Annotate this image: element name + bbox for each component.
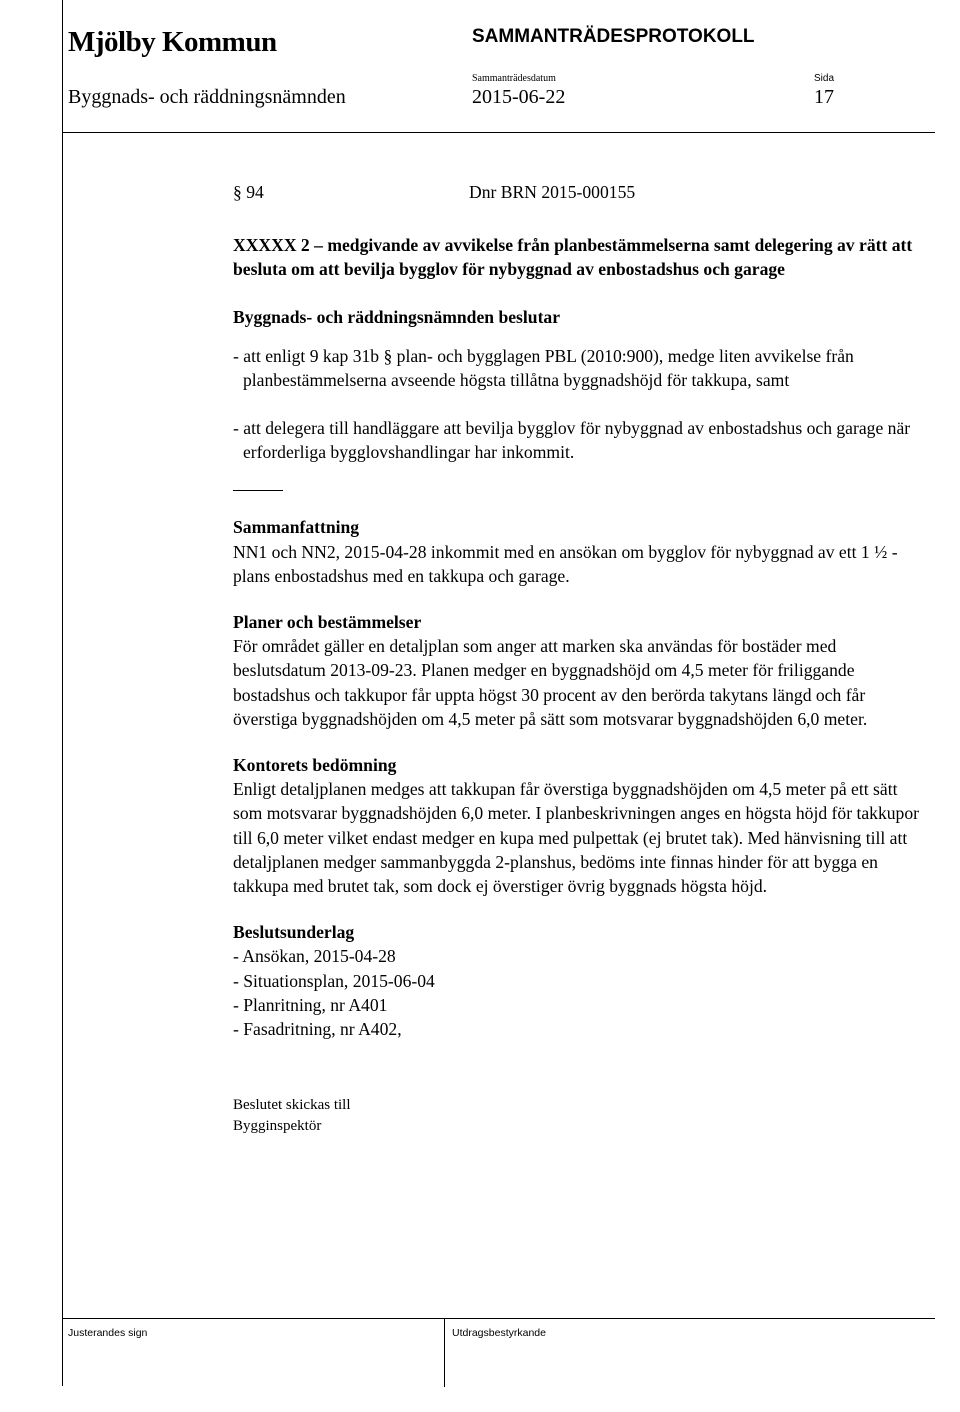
signature-field-label: Justerandes sign [68, 1327, 148, 1339]
basis-heading: Beslutsunderlag [233, 922, 355, 943]
footer-divider [62, 1318, 935, 1319]
section-divider [233, 490, 283, 491]
left-margin-rule [62, 0, 63, 1386]
board-name: Byggnads- och räddningsnämnden [68, 86, 346, 108]
document-title: SAMMANTRÄDESPROTOKOLL [472, 26, 755, 47]
decision-heading: Byggnads- och räddningsnämnden beslutar [233, 307, 561, 328]
item-title: XXXXX 2 – medgivande av avvikelse från planbestämmelserna samt delegering av rätt att besluta om att bevilja bygglov för nybyggnad av enbostadshus och garage [233, 235, 913, 280]
assessment-heading: Kontorets bedömning [233, 755, 397, 776]
plans-heading: Planer och bestämmelser [233, 612, 422, 633]
decision-list [233, 344, 923, 465]
distribution-block [233, 1095, 923, 1137]
summary-text: NN1 och NN2, 2015-04-28 inkommit med en ansökan om bygglov för nybyggnad av ett 1 ½ -plans enbostadshus med en takkupa och garage. [233, 541, 898, 586]
basis-list [233, 944, 923, 1041]
protocol-body [233, 180, 923, 1137]
distribution-label: Beslutet skickas till [233, 1097, 351, 1114]
page-label: Sida [814, 73, 835, 84]
case-number: Dnr BRN 2015-000155 [469, 182, 636, 202]
basis-item: - Fasadritning, nr A402, [233, 1019, 402, 1040]
page-number: 17 [814, 86, 834, 108]
header-divider [62, 132, 935, 133]
meeting-date: 2015-06-22 [472, 86, 566, 108]
footer-column-divider [444, 1318, 445, 1387]
summary-heading: Sammanfattning [233, 517, 360, 538]
distribution-recipient: Bygginspektör [233, 1118, 322, 1135]
basis-item: - Planritning, nr A401 [233, 994, 388, 1015]
decision-point: - att delegera till handläggare att bevilja bygglov för nybyggnad av enbostadshus och garage när erforderliga bygglovshandlingar har inkommit. [233, 418, 911, 463]
basis-item: - Ansökan, 2015-04-28 [233, 946, 396, 967]
certification-field-label: Utdragsbestyrkande [452, 1327, 546, 1339]
basis-item: - Situationsplan, 2015-06-04 [233, 970, 435, 991]
meeting-date-label: Sammanträdesdatum [472, 73, 556, 84]
decision-point: - att enligt 9 kap 31b § plan- och bygglagen PBL (2010:900), medge liten avvikelse från planbestämmelserna avseende högsta tillåtna byggnadshöjd för takkupa, samt [233, 345, 854, 390]
assessment-text: Enligt detaljplanen medges att takkupan får överstiga byggnadshöjden om 4,5 meter på ett sätt som motsvarar byggnadshöjden 6,0 meter. I planbeskrivningen anges en högsta höjd för takkupor till 6,0 meter vilket endast medger en kupa med pulpettak (ej brutet tak). Med hänvisning till att detaljplanen medger sammanbyggda 2-planshus, bedöms inte finnas hinder för att bygga en takkupa med brutet tak, som dock ej överstiger övrig byggnads högsta höjd. [233, 779, 920, 897]
section-number: § 94 [233, 182, 264, 202]
item-header [233, 180, 923, 204]
plans-text: För området gäller en detaljplan som anger att marken ska användas för bostäder med beslutsdatum 2013-09-23. Planen medger en byggnadshöjd om 4,5 meter för friliggande bostadshus och takkupor får uppta högst 30 procent av den berörda takytans längd och får överstiga byggnadshöjden om 4,5 meter på sätt som motsvarar byggnadshöjden 6,0 meter. [233, 636, 868, 729]
municipality-logo: Mjölby Kommun [68, 26, 277, 58]
